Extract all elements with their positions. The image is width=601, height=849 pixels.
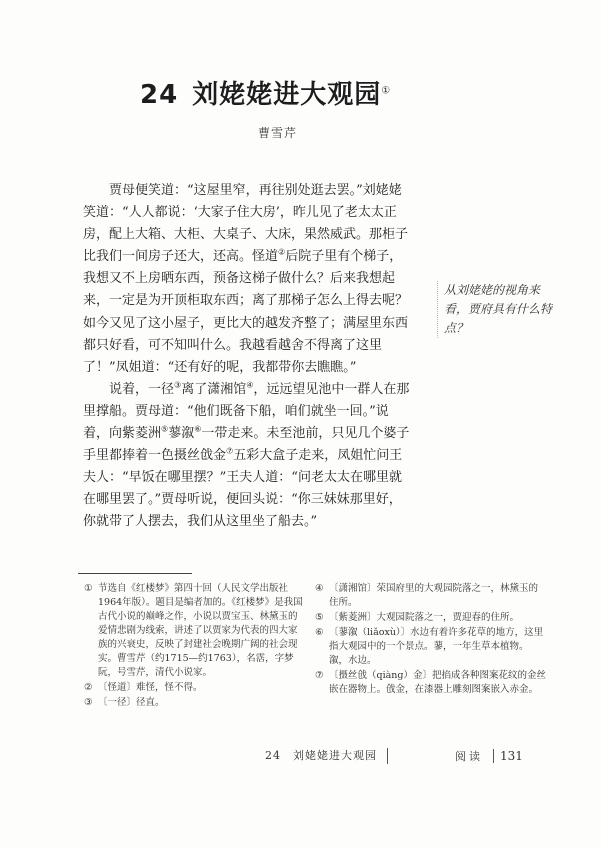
footnote-mark: ③	[84, 697, 93, 708]
footnote-item	[84, 582, 306, 680]
footnote-text: 〔蓼溆（liǎoxù）〕水边有着许多花草的地方，这里指大观园中的一个景点。蓼，一年生草本植物。溆，水边。	[329, 627, 544, 666]
running-footer-section	[455, 748, 523, 764]
footnote-text: 〔怪道〕难怪，怪不得。	[98, 682, 203, 693]
footnote-marker: ③	[174, 380, 182, 390]
footnote-marker: ⑦	[226, 446, 234, 456]
footnote-mark: ②	[84, 682, 93, 693]
footnote-mark: ⑦	[315, 670, 324, 681]
footnote-item	[315, 582, 547, 610]
paragraph-1	[83, 180, 411, 379]
text-run: 一带走来。未至池前，只见几个婆子手里都捧着一色摄丝戗金	[83, 426, 410, 464]
lesson-number: 24	[140, 80, 179, 110]
footnote-mark: ④	[315, 583, 324, 594]
footnote-item	[84, 681, 306, 695]
paragraph-2	[83, 379, 411, 534]
footnote-mark: ⑥	[315, 627, 324, 638]
lesson-title-text: 刘姥姥进大观园	[192, 80, 382, 110]
footnote-text: 节选自《红楼梦》第四十回（人民文学出版社1964年版）。题目是编者加的。《红楼梦》是我国古代小说的巅峰之作，小说以贾宝玉、林黛玉的爱情悲剧为线索，讲述了以贾家为代表的四大家族的兴衰史，反映了封建社会晚期广阔的社会现实。曹雪芹（约1715—约1763），名霑，字梦阮，号雪芹，清代小说家。	[98, 583, 303, 678]
page-number: 131	[493, 749, 523, 763]
footnote-mark: ①	[84, 583, 93, 594]
footnote-item	[315, 626, 547, 668]
text-run: 贾母便笑道：“这屋里窄，再往别处逛去罢。”刘姥姥笑道：“人人都说：‘大家子住大房’，昨儿见了老太太正房，配上大箱、大柜、大桌子、大床，果然威武。那柜子比我们一间房子还大，还高。怪道	[83, 183, 409, 265]
section-name: 阅读	[455, 750, 483, 763]
footnote-mark: ⑤	[315, 612, 324, 623]
text-run: ，远远望见池中一群人在那里撑船。贾母道：“他们既备下船，咱们就坐一回。”说着，向紫菱洲	[83, 381, 410, 442]
text-run: 后院子里有个梯子，我想又不上房晒东西，预备这梯子做什么？后来我想起来，一定是为开顶柜取东西；离了那梯子怎么上得去呢？如今又见了这小屋子，更比大的越发齐整了；满屋里东西都只好看，可不知叫什么。我越看越舍不得离了这里了！”凤姐道：“还有好的呢，我都带你去瞧瞧。”	[83, 249, 409, 375]
footnote-text: 〔潇湘馆〕荣国府里的大观园院落之一，林黛玉的住所。	[329, 583, 539, 608]
footnote-marker: ④	[246, 380, 254, 390]
footnote-item	[84, 696, 306, 710]
footnote-item	[315, 611, 547, 625]
text-run: 离了潇湘馆	[181, 381, 247, 397]
lesson-title	[140, 74, 470, 111]
footnote-text: 〔摄丝戗（qiàng）金〕把掐成各种图案花纹的金丝嵌在器物上。戗金，在漆器上雕刻图案嵌入赤金。	[329, 670, 546, 695]
footnote-divider	[78, 573, 192, 574]
running-footer-lesson: 24 刘姥姥进大观园	[265, 748, 388, 764]
footnote-text: 〔一径〕径直。	[98, 697, 165, 708]
footnote-marker: ⑤	[161, 424, 169, 434]
title-footnote-marker: ①	[381, 85, 392, 97]
margin-question: 从刘姥姥的视角来看，贾府具有什么特点？	[437, 281, 552, 338]
author-name: 曹雪芹	[258, 126, 298, 140]
footnotes-right-column	[315, 582, 547, 698]
text-run: 蓼溆	[168, 426, 195, 442]
footnotes-left-column	[84, 582, 306, 711]
footnote-item	[315, 669, 547, 697]
main-text	[83, 180, 411, 534]
text-run: 五彩大盒子走来，凤姐忙问王夫人：“早饭在哪里摆？”王夫人道：“问老太太在哪里就在哪里罢了。”贾母听说，便回头说：“你三妹妹那里好，你就带了人摆去，我们从这里坐了船去。”	[83, 448, 403, 530]
text-run: 说着，一径	[109, 381, 175, 397]
footnote-text: 〔紫菱洲〕大观园院落之一，贾迎春的住所。	[329, 612, 520, 623]
footnote-marker: ②	[278, 247, 286, 257]
footnote-marker: ⑥	[194, 424, 202, 434]
